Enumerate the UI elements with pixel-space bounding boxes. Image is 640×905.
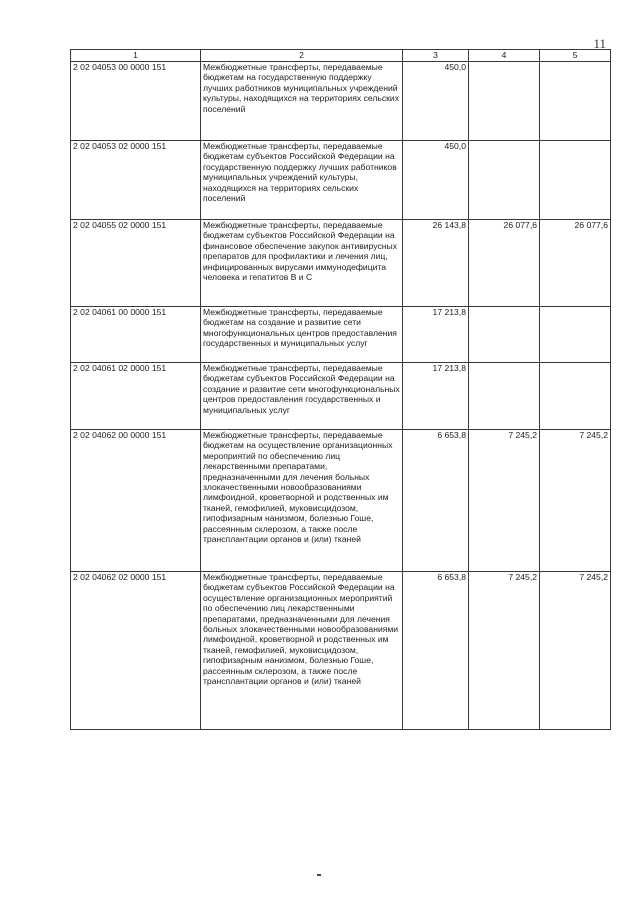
amount-col5: 26 077,6	[540, 220, 611, 307]
column-header-5: 5	[540, 50, 611, 62]
amount-col3: 26 143,8	[403, 220, 469, 307]
budget-code: 2 02 04061 00 0000 151	[71, 307, 201, 363]
budget-code: 2 02 04055 02 0000 151	[71, 220, 201, 307]
amount-col4	[469, 62, 540, 141]
budget-code: 2 02 04062 02 0000 151	[71, 572, 201, 730]
amount-col3: 17 213,8	[403, 363, 469, 430]
row-description: Межбюджетные трансферты, передаваемые бюджетам на осуществление организационных мероприятий по обеспечению лиц лекарственными препаратами, предназначенными для лечения больных злокачественными новообразованиями лимфоидной, кроветворной и родственных им тканей, гемофилией, муковисцидозом, гипофизарным нанизмом, болезнью Гоше, рассеянным склерозом, а также после трансплантации органов и (или) тканей	[201, 430, 403, 572]
amount-col4: 7 245,2	[469, 430, 540, 572]
column-header-1: 1	[71, 50, 201, 62]
amount-col4: 26 077,6	[469, 220, 540, 307]
row-description: Межбюджетные трансферты, передаваемые бюджетам субъектов Российской Федерации на осуществление организационных мероприятий по обеспечению лиц лекарственными препаратами, предназначенными для лечения больных злокачественными новообразованиями лимфоидной, кроветворной и родственных им тканей, гемофилией, муковисцидозом, гипофизарным нанизмом, болезнью Гоше, рассеянным склерозом, а также после трансплантации органов и (или) тканей	[201, 572, 403, 730]
table-row	[71, 307, 611, 363]
amount-col3: 6 653,8	[403, 572, 469, 730]
row-description: Межбюджетные трансферты, передаваемые бюджетам на государственную поддержку лучших работников муниципальных учреждений культуры, находящихся на территориях сельских поселений	[201, 62, 403, 141]
amount-col4	[469, 307, 540, 363]
amount-col4: 7 245,2	[469, 572, 540, 730]
row-description: Межбюджетные трансферты, передаваемые бюджетам субъектов Российской Федерации на государственную поддержку лучших работников муниципальных учреждений культуры, находящихся на территориях сельских поселений	[201, 141, 403, 220]
amount-col4	[469, 141, 540, 220]
row-description: Межбюджетные трансферты, передаваемые бюджетам на создание и развитие сети многофункциональных центров предоставления государственных и муниципальных услуг	[201, 307, 403, 363]
amount-col5	[540, 307, 611, 363]
scan-speck	[317, 874, 321, 876]
amount-col5: 7 245,2	[540, 430, 611, 572]
page-number: 11	[593, 36, 606, 51]
table-header-row	[71, 50, 611, 62]
table-row	[71, 572, 611, 730]
amount-col4	[469, 363, 540, 430]
table-row	[71, 141, 611, 220]
column-header-3: 3	[403, 50, 469, 62]
amount-col5	[540, 62, 611, 141]
table-row	[71, 363, 611, 430]
amount-col5	[540, 363, 611, 430]
table-row	[71, 62, 611, 141]
amount-col5	[540, 141, 611, 220]
table-row	[71, 220, 611, 307]
budget-code: 2 02 04053 02 0000 151	[71, 141, 201, 220]
amount-col5: 7 245,2	[540, 572, 611, 730]
budget-code: 2 02 04053 00 0000 151	[71, 62, 201, 141]
row-description: Межбюджетные трансферты, передаваемые бюджетам субъектов Российской Федерации на финансовое обеспечение закупок антивирусных препаратов для профилактики и лечения лиц, инфицированных вирусами иммунодефицита человека и гепатитов В и С	[201, 220, 403, 307]
row-description: Межбюджетные трансферты, передаваемые бюджетам субъектов Российской Федерации на создание и развитие сети многофункциональных центров предоставления государственных и муниципальных услуг	[201, 363, 403, 430]
column-header-4: 4	[469, 50, 540, 62]
amount-col3: 450,0	[403, 62, 469, 141]
amount-col3: 17 213,8	[403, 307, 469, 363]
amount-col3: 450,0	[403, 141, 469, 220]
table-row	[71, 430, 611, 572]
budget-table	[70, 49, 611, 730]
budget-code: 2 02 04061 02 0000 151	[71, 363, 201, 430]
amount-col3: 6 653,8	[403, 430, 469, 572]
column-header-2: 2	[201, 50, 403, 62]
budget-code: 2 02 04062 00 0000 151	[71, 430, 201, 572]
